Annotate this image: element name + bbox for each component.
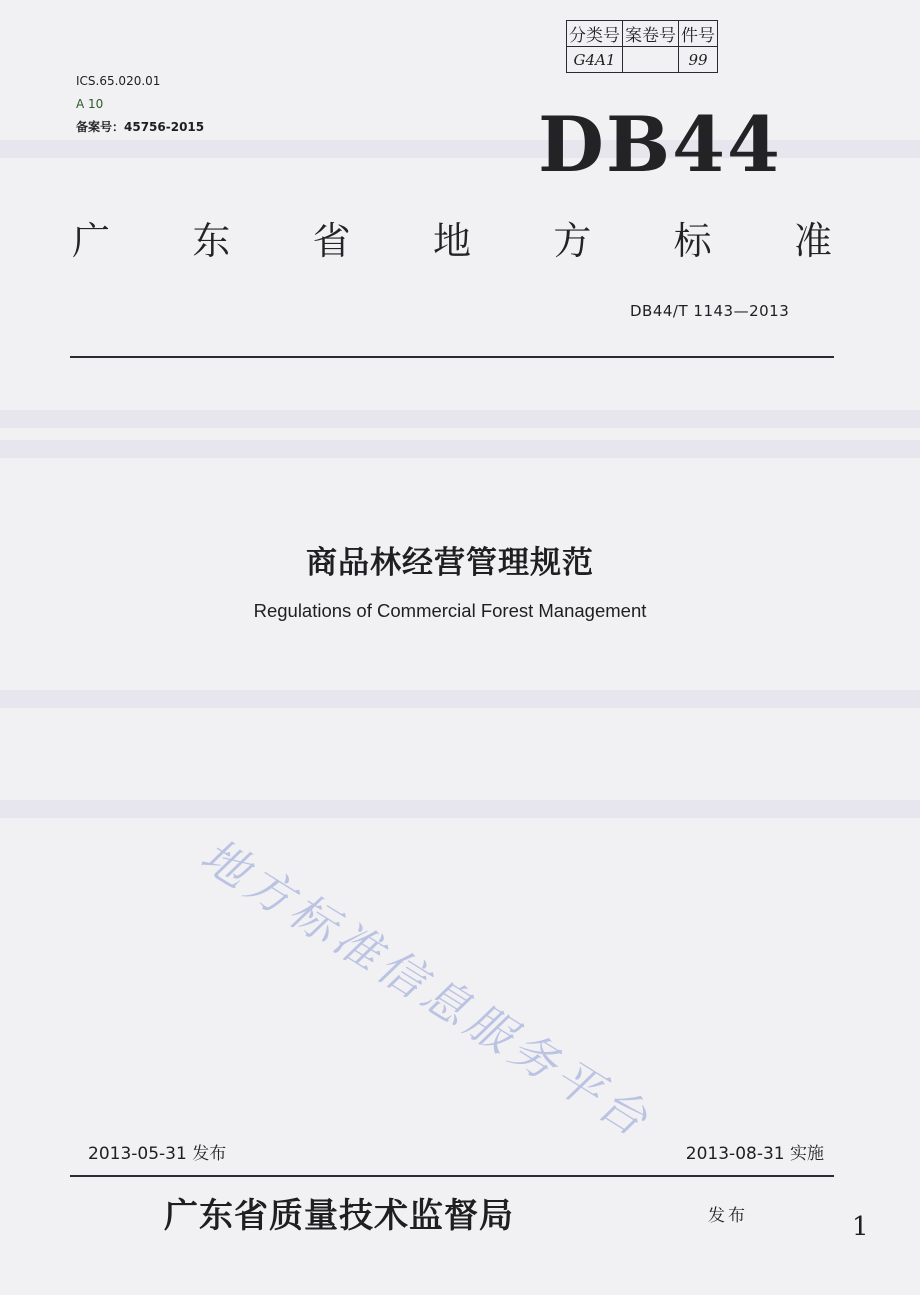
- standard-mark: DB44: [538, 100, 782, 189]
- heading-char: 地: [432, 219, 471, 263]
- page-number: 1: [852, 1212, 869, 1242]
- local-standard-heading: [72, 210, 832, 265]
- document-title-en: Regulations of Commercial Forest Management: [253, 600, 647, 621]
- scan-band: [0, 140, 920, 158]
- heading-char: 方: [553, 219, 592, 263]
- archive-stamp: [566, 20, 718, 73]
- scan-band: [0, 410, 920, 428]
- heading-char: 省: [312, 219, 351, 263]
- issuing-authority: 广东省质量技术监督局: [164, 1196, 514, 1236]
- document-title-cn: 商品林经营管理规范: [306, 545, 594, 581]
- stamp-header-file: 案卷号: [623, 21, 679, 47]
- heading-char: 广: [72, 219, 111, 263]
- scan-band: [0, 690, 920, 708]
- scan-band: [0, 800, 920, 818]
- class-code: A 10: [76, 97, 104, 111]
- header-meta: [76, 70, 204, 139]
- divider-bottom: [70, 1175, 834, 1177]
- stamp-value-file: [623, 47, 679, 73]
- ics-code: ICS.65.020.01: [76, 74, 161, 88]
- stamp-header-category: 分类号: [567, 21, 623, 47]
- divider-top: [70, 356, 834, 358]
- watermark-text: 地方标准信息服务平台: [191, 827, 662, 1149]
- issue-label: 发布: [708, 1206, 748, 1226]
- heading-char: 准: [793, 219, 832, 263]
- stamp-header-item: 件号: [679, 21, 718, 47]
- record-number: 备案号：45756-2015: [76, 120, 205, 134]
- publish-date: 2013-05-31 发布: [88, 1144, 227, 1164]
- implement-date: 2013-08-31 实施: [685, 1144, 824, 1164]
- heading-char: 东: [192, 219, 231, 263]
- stamp-value-category: G4A1: [567, 47, 623, 73]
- scan-band: [0, 440, 920, 458]
- standard-code: DB44/T 1143—2013: [630, 302, 790, 320]
- stamp-value-item: 99: [679, 47, 718, 73]
- heading-char: 标: [673, 219, 712, 263]
